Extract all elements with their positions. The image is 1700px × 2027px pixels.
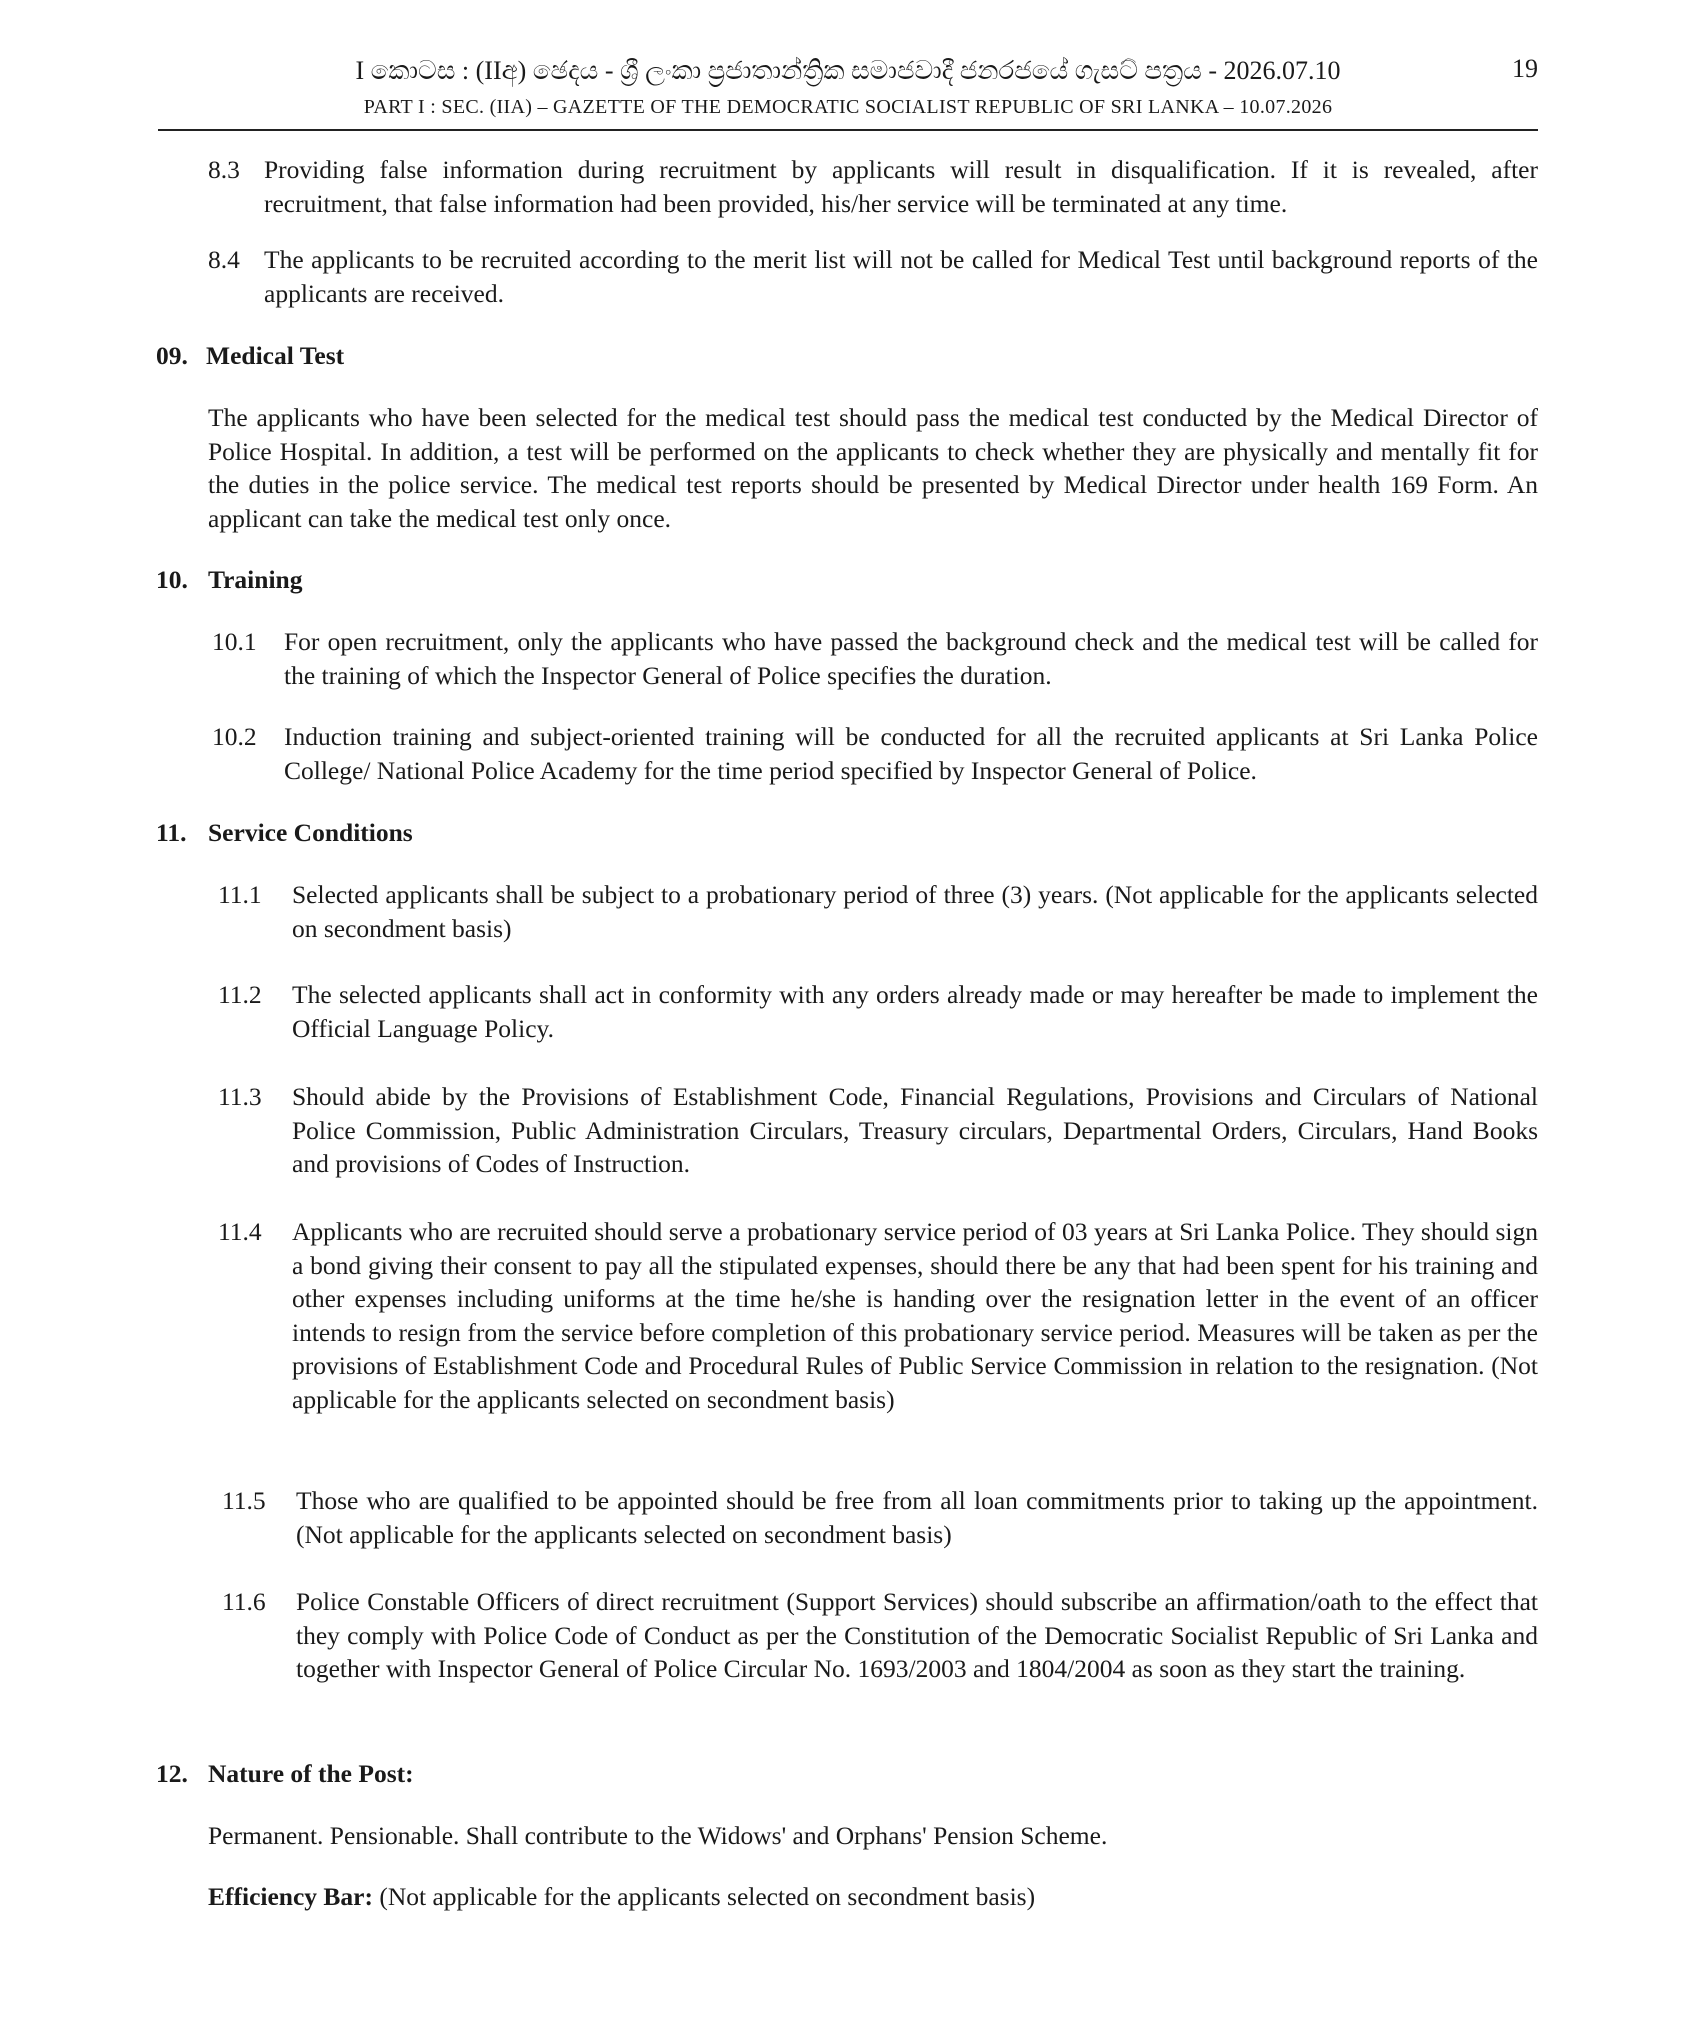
paragraph: The applicants who have been selected for the medical test should pass the medical test conducted by the Medical Director of Police Hospital. In addition, a test will be performed on the applicants to check whether they are physically and mentally fit for the duties in the police service. The medical test reports should be presented by Medical Director under health 169 Form. An applicant can take the medical test only once. [208,403,1538,533]
item-text: Induction training and subject-oriented training will be conducted for all the recruited applicants at Sri Lanka Police College/ National Police Academy for the time period specified by Inspector General of Police. [284,722,1538,785]
item-number: 11.6 [222,1587,266,1616]
item-text: Police Constable Officers of direct recruitment (Support Services) should subscribe an affirmation/oath to the effect that they comply with Police Code of Conduct as per the Constitution of the Democratic Socialist Republic of Sri Lanka and together with Inspector General of Police Circular No. 1693/2003 and 1804/2004 as soon as they start the training. [296,1587,1538,1683]
page-header [158,26,1538,130]
item-number: 8.3 [208,155,240,184]
item-number: 8.4 [208,245,240,274]
efficiency-bar-label: Efficiency Bar: [208,1882,373,1911]
header-sinhala-title: I කොටස : (IIඅ) ඡෙදය - ශ්‍රී ලංකා ප්‍රජාතාන්ත්‍රික සමාජවාදී ජනරජයේ ගැසට් පත්‍රය - 2026.07.10 [355,56,1341,85]
section-number: 12. [156,1759,188,1788]
item-number: 11.2 [218,980,262,1009]
section-number: 09. [156,341,188,370]
header-divider [158,129,1538,131]
item-text: The selected applicants shall act in conformity with any orders already made or may hereafter be made to implement the Official Language Policy. [292,980,1538,1043]
section-heading: Training [208,565,303,594]
item-number: 10.1 [212,627,257,656]
section-heading: Nature of the Post: [208,1759,414,1788]
section-number: 10. [156,565,188,594]
item-number: 11.4 [218,1217,262,1246]
paragraph: Permanent. Pensionable. Shall contribute to the Widows' and Orphans' Pension Scheme. [208,1821,1108,1850]
item-text: For open recruitment, only the applicants who have passed the background check and the medical test will be called for the training of which the Inspector General of Police specifies the duration. [284,627,1538,690]
item-number: 11.1 [218,880,262,909]
item-text: Providing false information during recruitment by applicants will result in disqualification. If it is revealed, after recruitment, that false information had been provided, his/her service will be terminated at any time. [264,155,1538,218]
efficiency-bar-line [208,1880,1538,1914]
item-number: 11.5 [222,1486,266,1515]
section-number: 11. [156,818,187,847]
item-text: Applicants who are recruited should serve a probationary service period of 03 years at Sri Lanka Police. They should sign a bond giving their consent to pay all the stipulated expenses, should there be any that had been spent for his training and other expenses including uniforms at the time he/she is handing over the resignation letter in the event of an officer intends to resign from the service before completion of this probationary service period. Measures will be taken as per the provisions of Establishment Code and Procedural Rules of Public Service Commission in relation to the resignation. (Not applicable for the applicants selected on secondment basis) [292,1217,1538,1414]
page-number: 19 [1512,54,1538,83]
item-text: Those who are qualified to be appointed should be free from all loan commitments prior to taking up the appointment. (Not applicable for the applicants selected on secondment basis) [296,1486,1538,1549]
item-text: Selected applicants shall be subject to a probationary period of three (3) years. (Not applicable for the applicants selected on secondment basis) [292,880,1538,943]
item-number: 10.2 [212,722,257,751]
item-text: The applicants to be recruited according to the merit list will not be called for Medical Test until background reports of the applicants are received. [264,245,1538,308]
efficiency-bar-note: (Not applicable for the applicants selected on secondment basis) [373,1882,1036,1911]
section-heading: Service Conditions [208,818,413,847]
item-number: 11.3 [218,1082,262,1111]
item-text: Should abide by the Provisions of Establishment Code, Financial Regulations, Provisions and Circulars of National Police Commission, Public Administration Circulars, Treasury circulars, Departmental Orders, Circulars, Hand Books and provisions of Codes of Instruction. [292,1082,1538,1178]
header-english-title: PART I : SEC. (IIA) – GAZETTE OF THE DEMOCRATIC SOCIALIST REPUBLIC OF SRI LANKA – 10.07.2026 [363,96,1333,118]
section-heading: Medical Test [206,341,345,370]
